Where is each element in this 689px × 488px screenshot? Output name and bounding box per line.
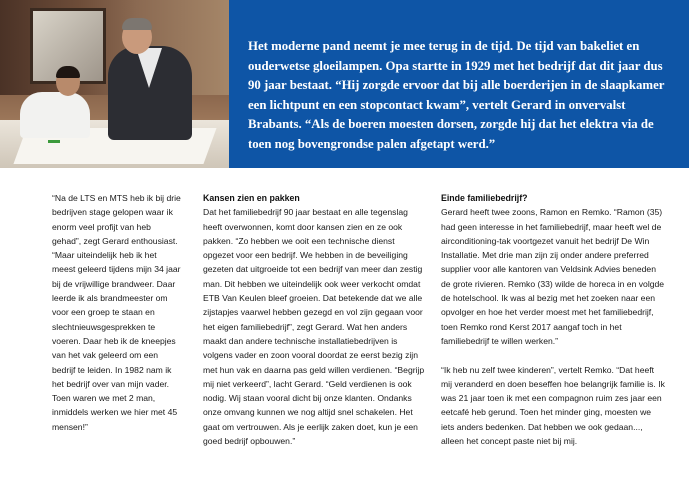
section-heading-einde: Einde familiebedrijf?	[441, 193, 528, 203]
section-heading-kansen: Kansen zien en pakken	[203, 193, 300, 203]
photo-pen	[48, 140, 60, 143]
article-photo	[0, 0, 229, 168]
column-2-text: Dat het familiebedrijf 90 jaar bestaat en alle tegenslag heeft overwonnen, komt door kansen zien en ze ook pakken. “Zo hebben we ooit een technische dienst opgezet voor een bedrijf. We hebben in de beveiliging gezeten dat uitgroeide tot een bedrijf van meer dan zestig man. Dit hebben we uiteindelijk ook weer verkocht omdat ETB Van Keulen bleef groeien. Dat betekende dat we alle zijstapjes vaarwel hebben gezegd en vol zijn gegaan voor het eigen familiebedrijf”, zegt Gerard. Wat hen anders maakt dan andere technische installatiebedrijven is volgens vader en zoon vooral doordat ze eerst bezig zijn met hun vak en daarna pas geld willen verdienen. “Begrijp mij niet verkeerd”, lacht Gerard. “Geld verdienen is ook nodig. Wij staan vooral dicht bij onze klanten. Ondanks onze omvang kunnen we nog altijd snel schakelen. Het gaat om vertrouwen. Als je eerlijk zaken doet, kun je een goed bedrijf opbouwen.”	[203, 207, 425, 447]
intro-banner	[229, 0, 689, 168]
article-column-1	[52, 191, 182, 434]
photo-young-man-body	[20, 92, 90, 138]
photo-young-man-hair	[56, 66, 80, 78]
column-1-text: “Na de LTS en MTS heb ik bij drie bedrijven stage gelopen waar ik enorm veel profijt van heb gehad”, zegt Gerard enthousiast. “Maar uiteindelijk heb ik het meest geleerd tijdens mijn 34 jaar bij de vrijwillige brandweer. Daar leerde ik als brandmeester om voor een groep te staan en slechtnieuwsgesprekken te voeren. Daar heb ik de kneepjes van het vak geleerd om een bedrijf te leiden. In 1982 nam ik het bedrijf over van mijn vader. Toen waren we met 2 man, inmiddels werken we hier met 45 mensen!”	[52, 193, 181, 432]
column-3-paragraph-1: Gerard heeft twee zoons, Ramon en Remko. “Ramon (35) had geen interesse in het familiebedrijf, maar heeft wel de airconditioning-tak voortgezet vanuit het bedrijf De Win Installatie. Met drie man zijn zij onder andere preferred supplier voor alle kantoren van Veldsink Advies beneden de grote rivieren. Remko (33) wilde de horeca in en volgde de hotelschool. Ik was al bezig met het zoeken naar een opvolger en hoe het verder moest met het familiebedrijf, toen Remko rond Kerst 2017 aangaf toch in het familiebedrijf te willen werken.”	[441, 207, 665, 346]
photo-older-man-hair	[122, 18, 152, 30]
column-3-paragraph-2: “Ik heb nu zelf twee kinderen”, vertelt Remko. “Dat heeft mij veranderd en doen beseffen hoe belangrijk familie is. Ik was 21 jaar toen ik met een compagnon ruim zes jaar een eetcafé heb gerund. Toen het minder ging, moesten we iets anders bedenken. Dat hebben we ook gedaan..., alleen het concept paste niet bij mij.	[441, 364, 665, 447]
article-column-2	[203, 191, 425, 448]
article-column-3	[441, 191, 665, 448]
intro-text: Het moderne pand neemt je mee terug in de tijd. De tijd van bakeliet en ouderwetse gloeilampen. Opa startte in 1929 met het bedrijf dat dit jaar dus 90 jaar bestaat. “Hij zorgde ervoor dat bij alle boerderijen in de slaapkamer een lichtpunt en een stopcontact kwam”, vertelt Gerard in onvervalst Brabants. “Als de boeren moesten dorsen, zorgde hij dat het elektra via de toen nog bovengrondse palen afgetapt werd.”	[248, 39, 665, 151]
paragraph-spacer	[441, 348, 665, 362]
